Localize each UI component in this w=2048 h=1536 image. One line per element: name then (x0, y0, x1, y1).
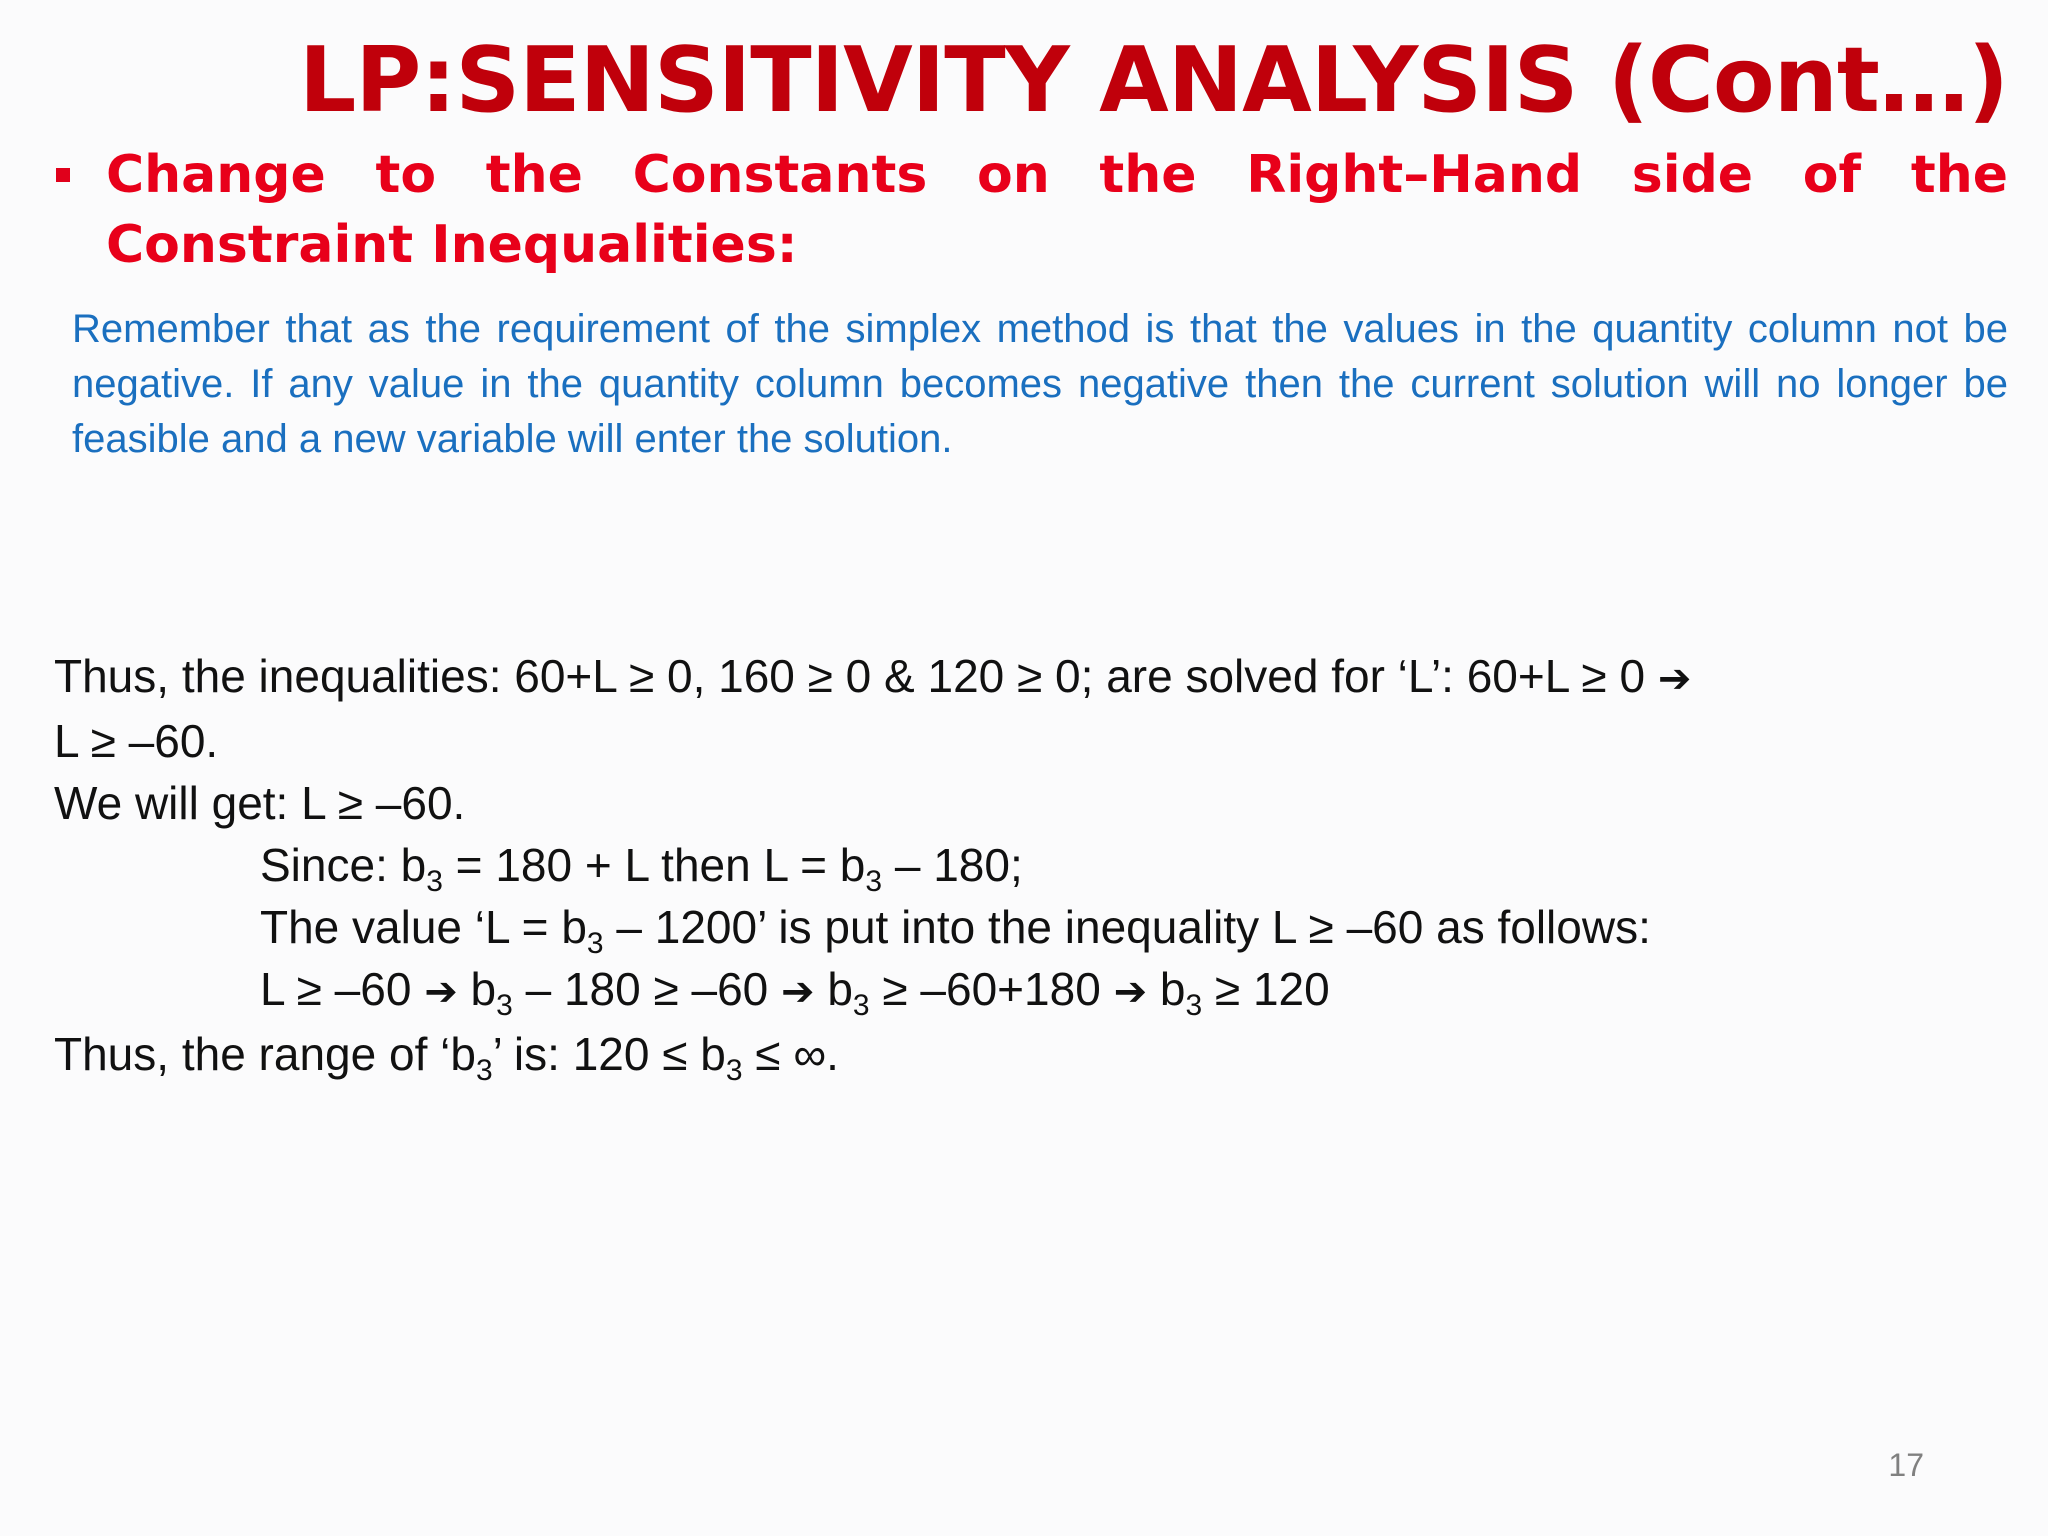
slide-title: LP:SENSITIVITY ANALYSIS (Cont…) (299, 28, 2008, 133)
body-text (54, 645, 2008, 1085)
arrow-icon: ➔ (1657, 656, 1692, 702)
square-bullet-icon (56, 168, 70, 182)
body-line-5: L ≥ –60 ➔ $b_3 - 180 \ge -60$ ➔ $b_3 \ge -60+180$ ➔ $b_3 \ge 120$ (260, 963, 1330, 1022)
body-line-1-cont: L ≥ –60. (54, 715, 219, 767)
bullet-item (56, 140, 2008, 280)
arrow-icon: ➔ (781, 969, 815, 1015)
arrow-icon: ➔ (424, 969, 458, 1015)
note-paragraph: Remember that as the requirement of the simplex method is that the values in the quantity column not be negative. If any value in the quantity column becomes negative then the current solution will no longer be feasible and a new variable will enter the solution. (72, 307, 2008, 461)
arrow-icon: ➔ (1113, 969, 1148, 1015)
body-line-2: We will get: L ≥ –60. (54, 777, 466, 829)
page-number: 17 (1888, 1447, 1924, 1483)
body-line-4: The value ‘$L = b_3 - 1200$’ is put into the inequality L ≥ –60 as follows: (260, 901, 1651, 960)
body-line-1: Thus, the inequalities: 60+L ≥ 0, 160 ≥ 0 & 120 ≥ 0; are solved for ‘L’: 60+L ≥ 0 ➔ (54, 650, 1692, 702)
body-line-6: Thus, the range of ‘$b_3$’ is: $120 \le b_3$ ≤ ∞. (54, 1028, 839, 1087)
body-line-3: Since: $b_3 = 180 + L$ then $L = b_3 - 180$; (260, 839, 1023, 898)
bullet-heading: Change to the Constants on the Right–Hand side of the Constraint Inequalities: (106, 145, 2008, 275)
